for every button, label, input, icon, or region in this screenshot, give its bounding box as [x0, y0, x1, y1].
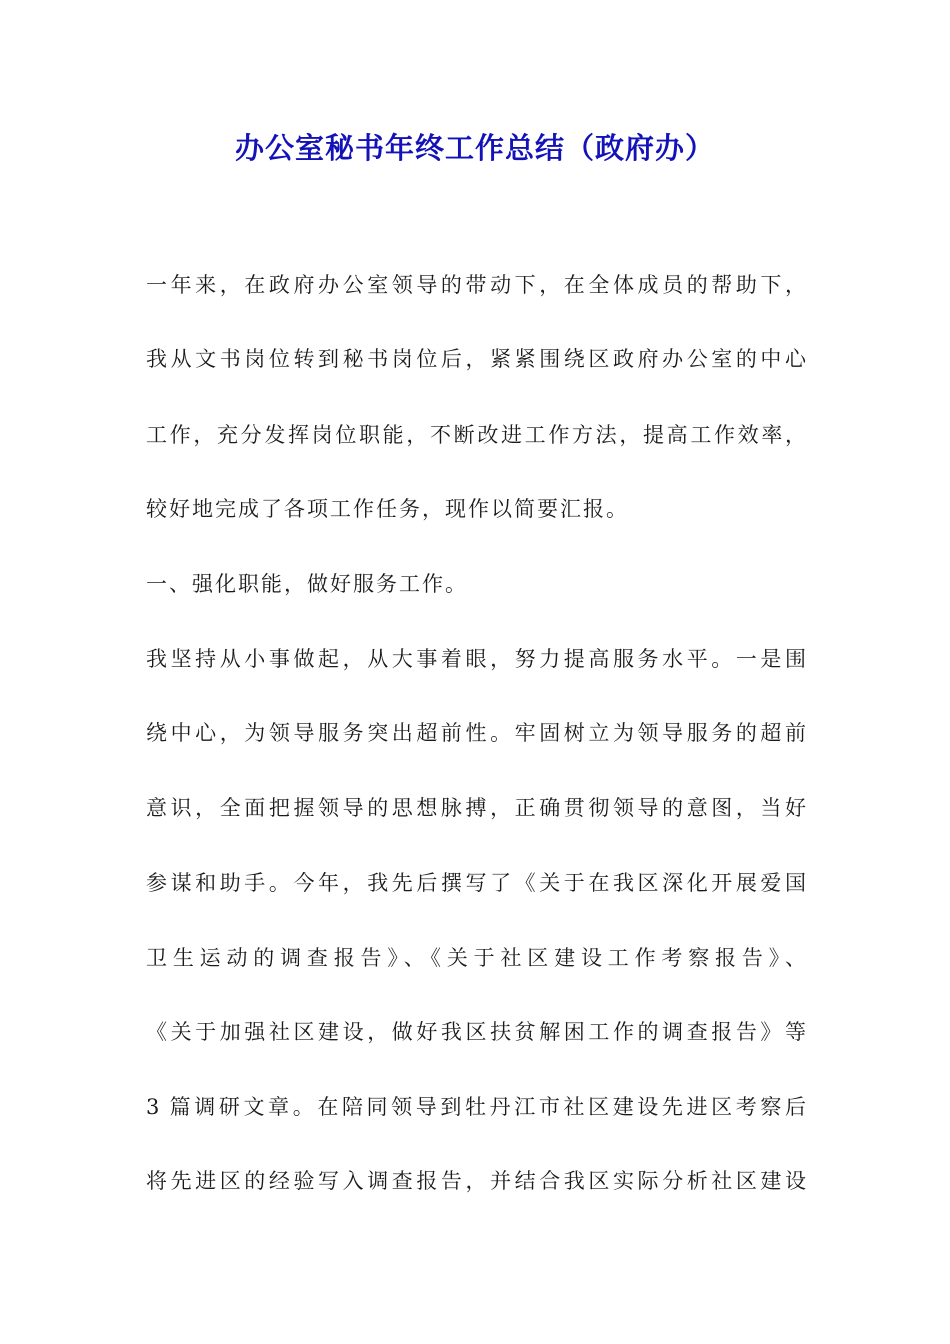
body-line: 一年来，在政府办公室领导的带动下，在全体成员的帮助下， — [146, 273, 806, 297]
body-line: 我从文书岗位转到秘书岗位后，紧紧围绕区政府办公室的中心 — [146, 347, 806, 371]
body-line: 我坚持从小事做起，从大事着眼，努力提高服务水平。一是围 — [146, 647, 806, 671]
body-line: 意识，全面把握领导的思想脉搏，正确贯彻领导的意图，当好 — [146, 796, 806, 820]
body-line: 3 篇调研文章。在陪同领导到牡丹江市社区建设先进区考察后 — [146, 1095, 806, 1119]
body-line: 工作，充分发挥岗位职能，不断改进工作方法，提高工作效率， — [146, 423, 806, 447]
body-line: 参谋和助手。今年，我先后撰写了《关于在我区深化开展爱国 — [146, 871, 806, 895]
body-line: 将先进区的经验写入调查报告，并结合我区实际分析社区建设 — [146, 1169, 806, 1193]
document-title: 办公室秘书年终工作总结（政府办） — [234, 131, 715, 165]
body-line: 《关于加强社区建设，做好我区扶贫解困工作的调查报告》等 — [146, 1020, 806, 1044]
body-line: 卫生运动的调查报告》、《关于社区建设工作考察报告》、 — [146, 946, 806, 970]
body-line: 绕中心，为领导服务突出超前性。牢固树立为领导服务的超前 — [146, 721, 806, 745]
body-line: 较好地完成了各项工作任务，现作以简要汇报。 — [146, 497, 629, 521]
section-heading: 一、强化职能，做好服务工作。 — [146, 572, 468, 596]
